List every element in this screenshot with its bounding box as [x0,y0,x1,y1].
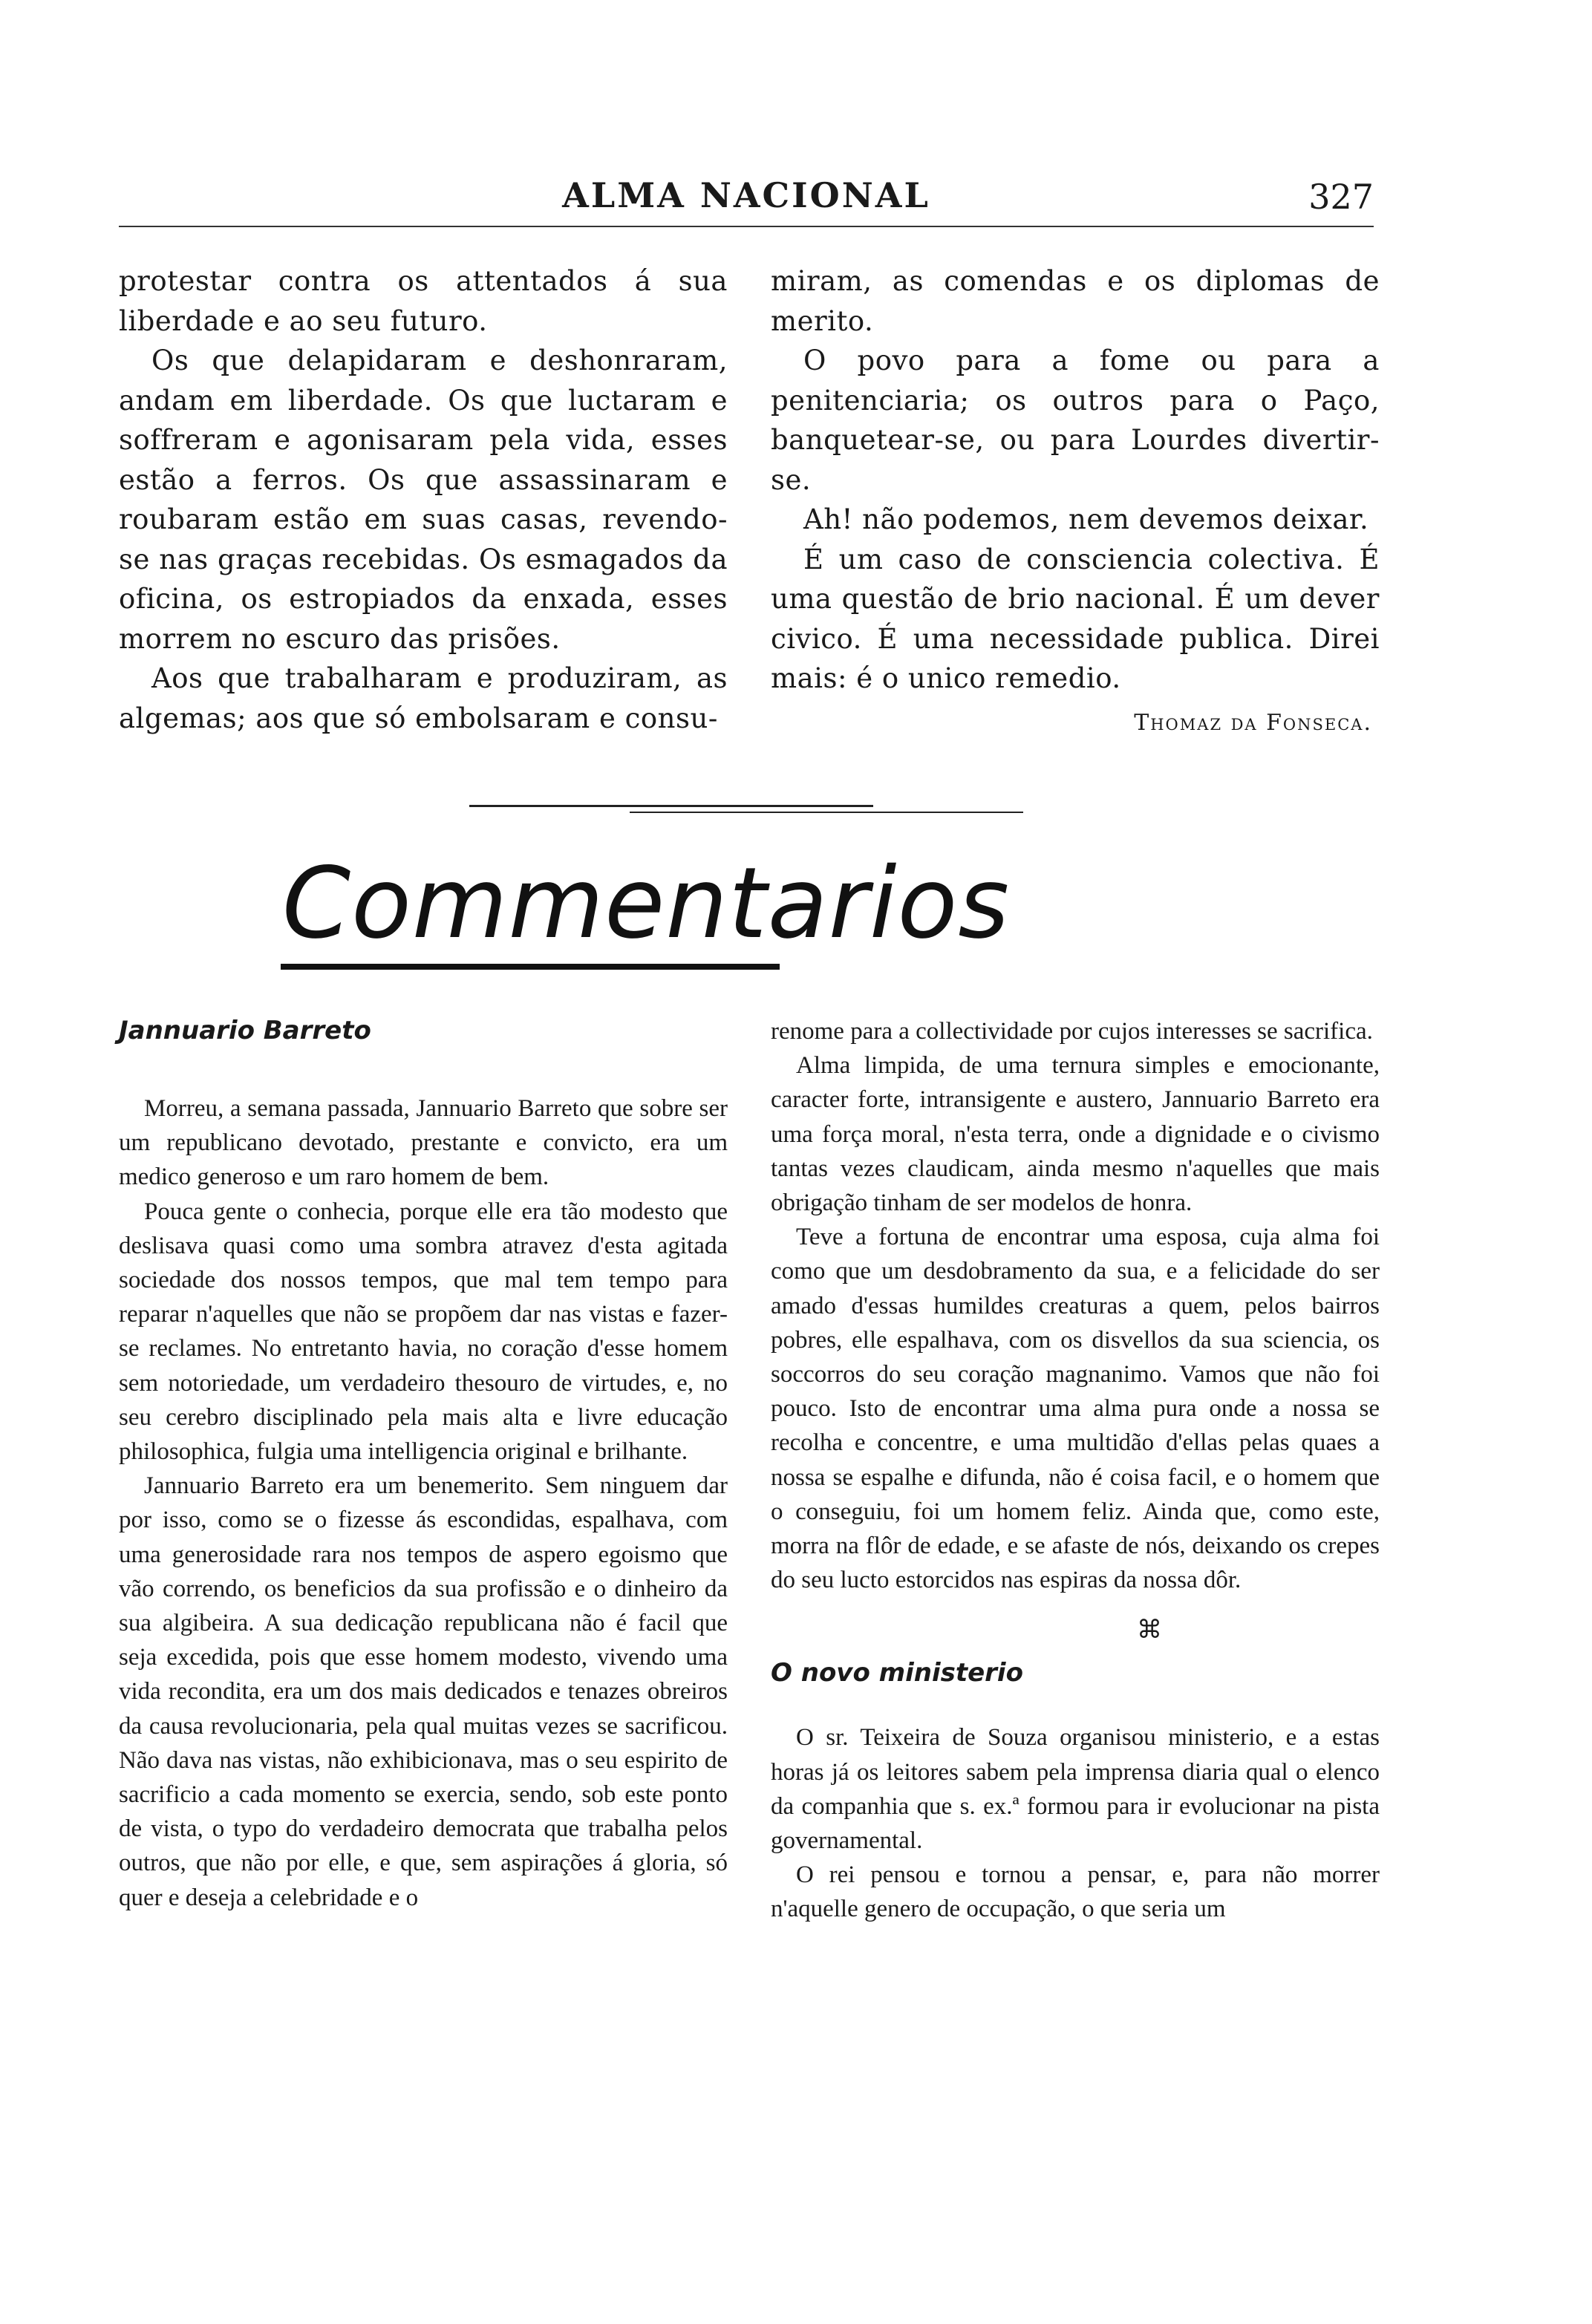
commentary-right-column [771,1014,1380,1927]
paragraph: miram, as comendas e os diplomas de merito. [771,265,1380,337]
paragraph: O povo para a fome ou para a penitenciaria; os outros para o Paço, banquetear-se, ou para Lourdes divertir-se. [771,345,1380,496]
top-article-right-column [771,261,1380,742]
separator-rule [630,812,1023,813]
top-article-left-column [119,261,728,738]
paragraph: renome para a collectividade por cujos interesses se sacrifica. [771,1018,1373,1045]
paragraph: Alma limpida, de uma ternura simples e emocionante, caracter forte, intransigente e austero, Jannuario Barreto era uma força moral, n'esta terra, onde a dignidade e o civismo tantas vezes claudicam, ainda mesmo n'aquelles que mais obrigação tinham de ser modelos de honra. [771,1052,1380,1217]
paragraph: Ah! não podemos, nem devemos deixar. [803,503,1369,535]
section-title: Commentarios [282,846,1011,961]
paragraph: Pouca gente o conhecia, porque elle era tão modesto que deslisava quasi como uma sombra atravez d'esta agitada sociedade dos nossos tempos, que mal tem tempo para reparar n'aquelles que não se propõem dar nas vistas e fazer-se reclames. No entretanto havia, no coração d'esse homem sem notoriedade, um verdadeiro thesouro de virtudes, e, no seu cerebro disciplinado pela mais alta e livre educação philosophica, fulgia uma intelligencia original e brilhante. [119,1198,728,1466]
paragraph: Morreu, a semana passada, Jannuario Barreto que sobre ser um republicano devotado, prestante e convicto, era um medico generoso e um raro homem de bem. [119,1095,728,1191]
separator-rule [469,805,873,807]
author-signature: Thomaz da Fonseca. [1134,709,1372,736]
paragraph: É um caso de consciencia colectiva. É uma questão de brio nacional. É um dever civico. É uma necessidade publica. Direi mais: é o unico remedio. [771,543,1380,694]
title-underline [281,964,780,970]
paragraph: O rei pensou e tornou a pensar, e, para não morrer n'aquelle genero de occupação, o que seria um [771,1861,1380,1923]
header-rule [119,226,1374,227]
page-number: 327 [1308,177,1374,217]
ornament-icon: ⌘ [1137,1615,1162,1645]
article-heading: Jannuario Barreto [119,1016,371,1045]
paragraph: O sr. Teixeira de Souza organisou ministerio, e a estas horas já os leitores sabem pela imprensa diaria qual o elenco da companhia que s. ex.ª formou para ir evolucionar na pista governamental. [771,1724,1380,1855]
article-heading: O novo ministerio [771,1658,1023,1688]
jannuario-left-column [119,1016,728,1915]
paragraph: protestar contra os attentados á sua liberdade e ao seu futuro. [119,265,728,337]
paragraph: Os que delapidaram e deshonraram, andam em liberdade. Os que luctaram e soffreram e agonisaram pela vida, esses estão a ferros. Os que assassinaram e roubaram estão em suas casas, revendo-se nas graças recebidas. Os esmagados da oficina, os estropiados da enxada, esses morrem no escuro das prisões. [119,345,728,655]
paragraph: Jannuario Barreto era um benemerito. Sem ninguem dar por isso, como se o fizesse ás escondidas, espalhava, com uma generosidade rara nos tempos de aspero egoismo que vão correndo, os beneficios da sua profissão e o dinheiro da sua algibeira. A sua dedicação republicana não é facil que seja excedida, pois que esse homem modesto, vivendo uma vida recondita, era um dos mais dedicados e tenazes obreiros da causa revolucionaria, pela qual muitas vezes se sacrificou. Não dava nas vistas, não exhibicionava, mas o seu espirito de sacrificio a cada momento se exercia, sendo, sob este ponto de vista, o typo do verdadeiro democrata que trabalha pelos outros, que não por elle, e que, sem aspirações á gloria, só quer e deseja a celebridade e o [119,1472,728,1911]
journal-title: ALMA NACIONAL [562,175,930,215]
running-header [119,175,1374,227]
paragraph: Aos que trabalharam e produziram, as algemas; aos que só embolsaram e consu- [119,662,728,734]
paragraph: Teve a fortuna de encontrar uma esposa, cuja alma foi como que um desdobramento da sua, e a felicidade do ser amado d'essas humildes creaturas a quem, pelos bairros pobres, elle espalhava, com os disvellos da sua sciencia, os soccorros do seu coração magnanimo. Vamos que não foi pouco. Isto de encontrar uma alma pura onde a nossa se recolha e concentre, e uma multidão d'ellas pelas quaes a nossa se espalhe e difunda, não é coisa facil, e o homem que o conseguiu, foi um homem feliz. Ainda que, como este, morra na flôr de edade, e se afaste de nós, deixando os crepes do seu lucto estorcidos nas espiras da nossa dôr. [771,1224,1380,1594]
